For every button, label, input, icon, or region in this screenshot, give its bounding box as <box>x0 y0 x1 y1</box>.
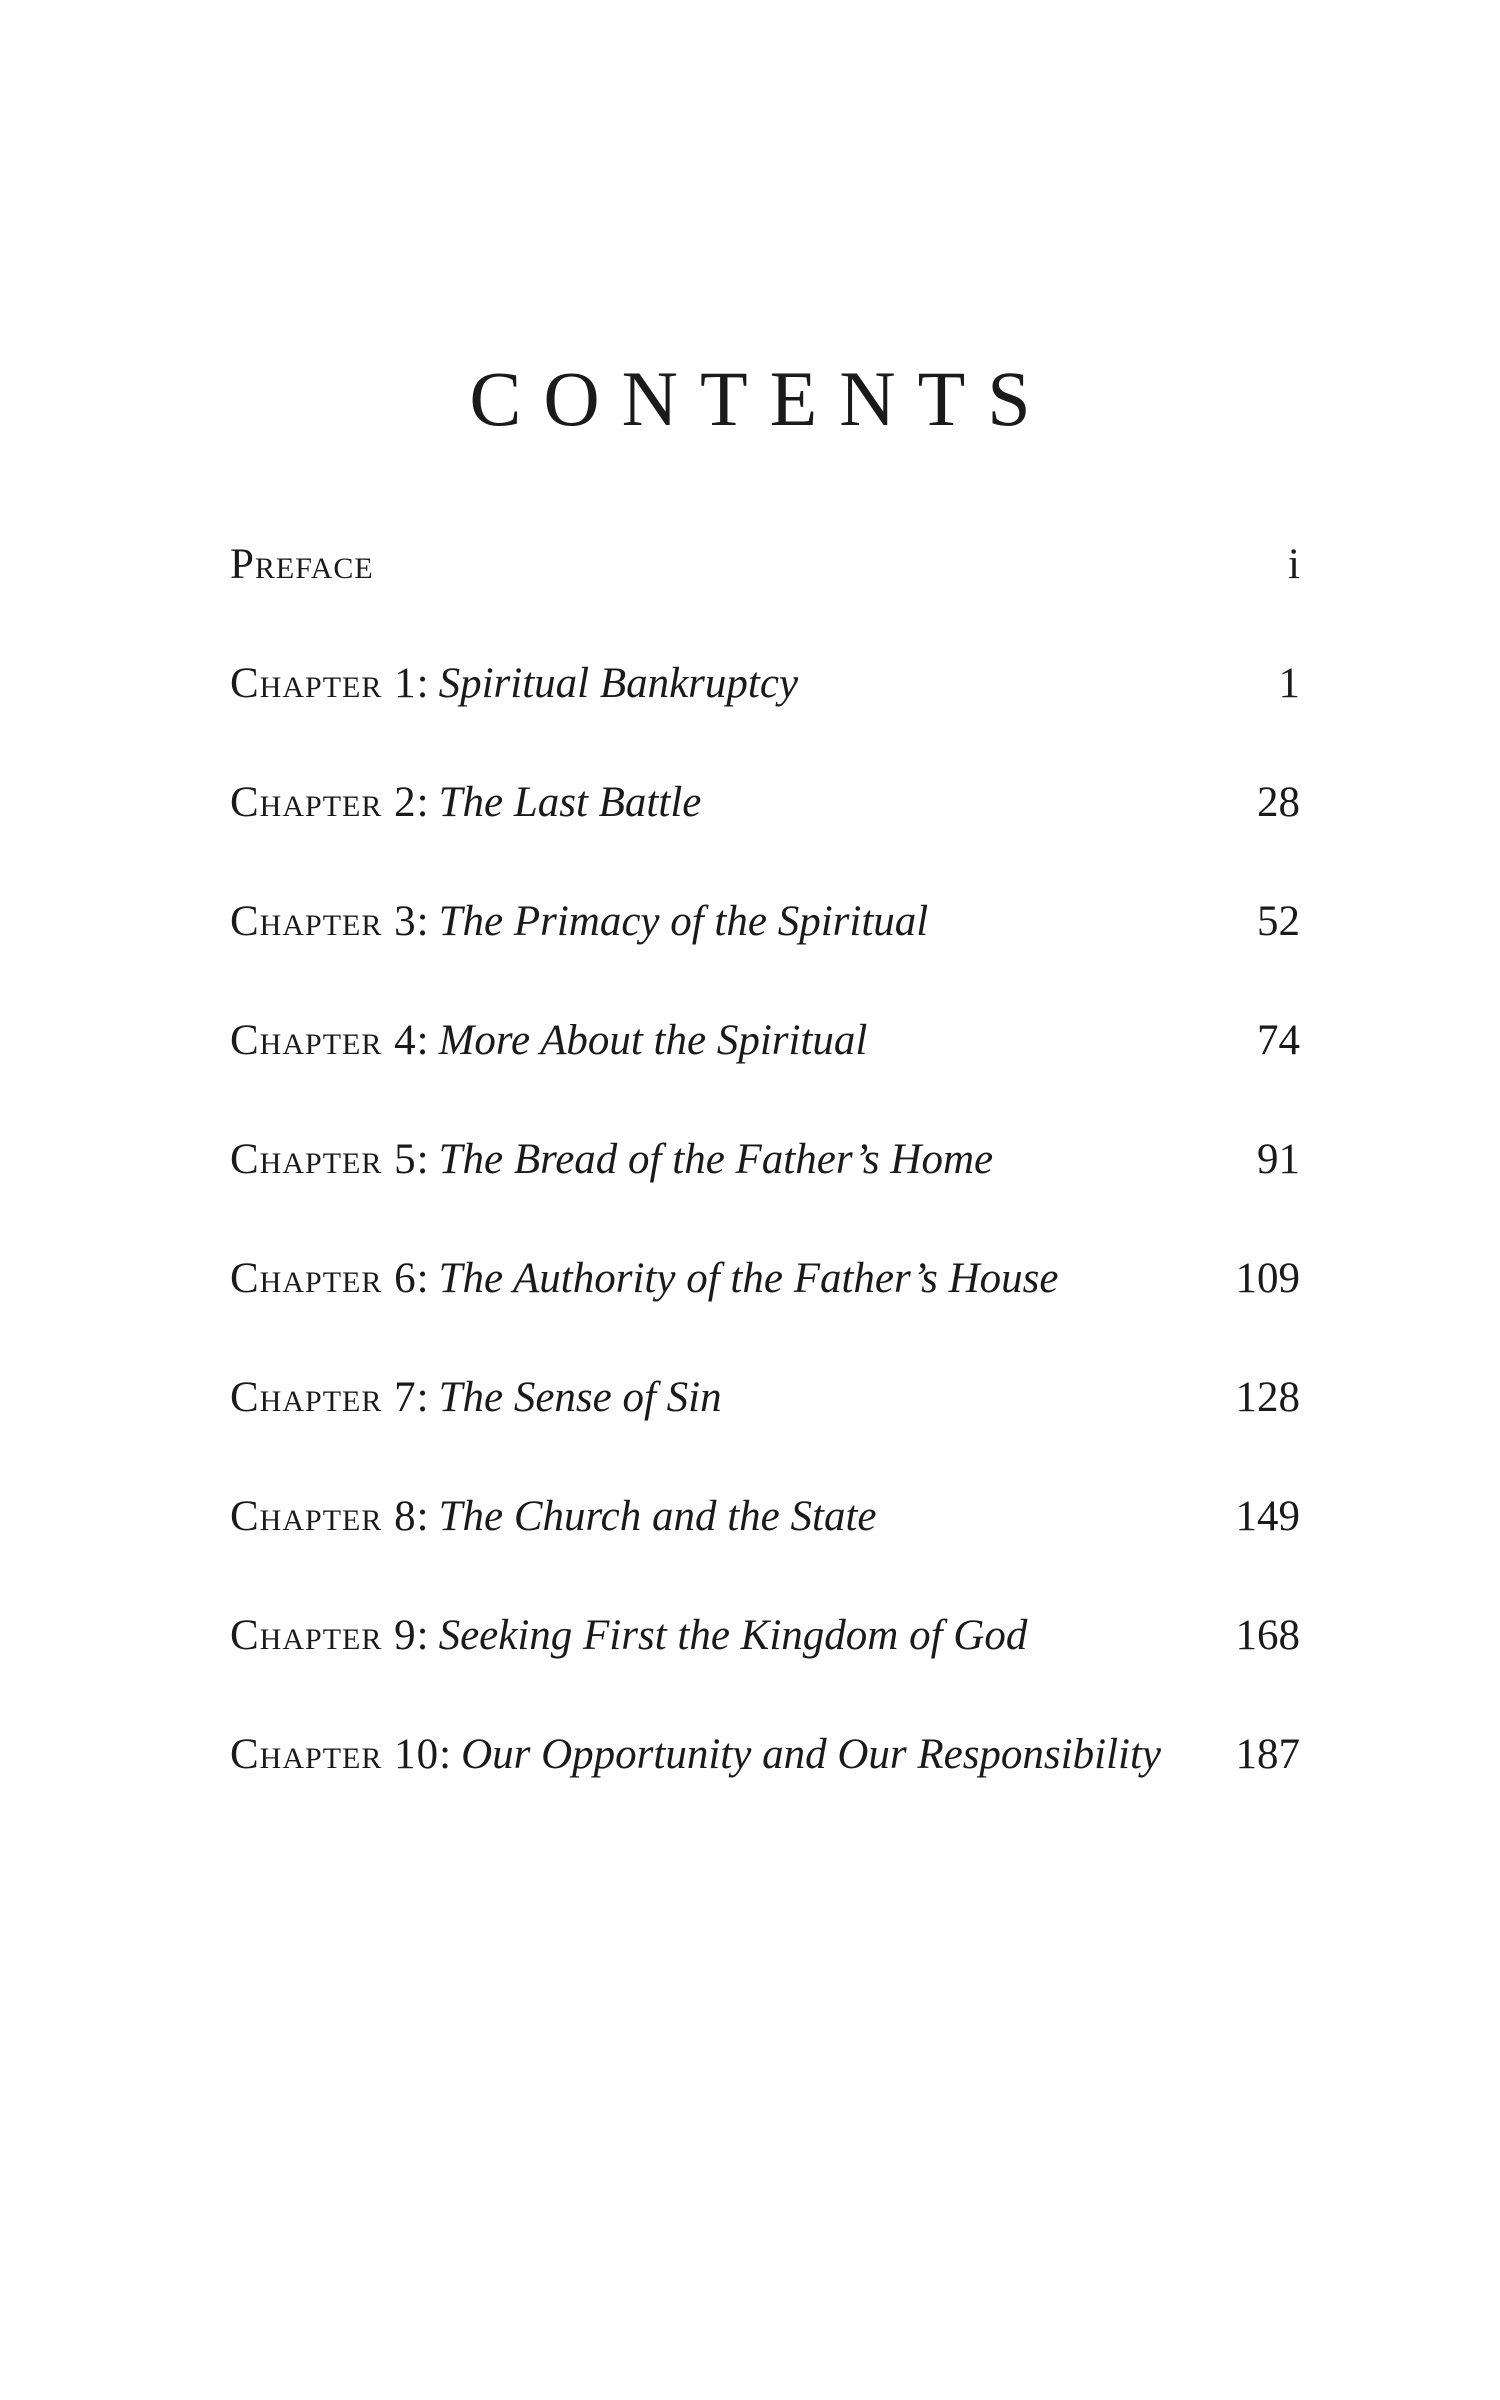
page-title: CONTENTS <box>469 355 1053 442</box>
toc-entry-chapter-4 <box>230 1006 1300 1125</box>
toc-entry-chapter-10 <box>230 1720 1300 1839</box>
entry-separator: : <box>416 1255 429 1302</box>
entry-label: Chapter 10 <box>230 1731 440 1778</box>
entry-title: The Primacy of the Spiritual <box>438 898 929 945</box>
entry-separator: : <box>416 1136 429 1183</box>
entry-separator: : <box>416 1017 429 1064</box>
page-number: 1 <box>1278 660 1300 707</box>
entry-title: Our Opportunity and Our Responsibility <box>461 1731 1161 1778</box>
entry-title: Seeking First the Kingdom of God <box>438 1612 1028 1659</box>
table-of-contents <box>230 530 1300 1839</box>
entry-label: Preface <box>230 541 374 588</box>
entry-separator: : <box>416 898 429 945</box>
entry-label: Chapter 5 <box>230 1136 417 1183</box>
toc-entry-chapter-7 <box>230 1363 1300 1482</box>
page-number: 52 <box>1257 898 1300 945</box>
entry-separator: : <box>416 1612 429 1659</box>
entry-label: Chapter 3 <box>230 898 417 945</box>
entry-label: Chapter 6 <box>230 1255 417 1302</box>
entry-separator: : <box>416 779 429 826</box>
entry-label: Chapter 7 <box>230 1374 417 1421</box>
entry-title: More About the Spiritual <box>438 1017 868 1064</box>
toc-entry-chapter-6 <box>230 1244 1300 1363</box>
toc-entry-chapter-5 <box>230 1125 1300 1244</box>
entry-separator: : <box>416 1493 429 1540</box>
toc-entry-chapter-2 <box>230 768 1300 887</box>
toc-entry-preface <box>230 530 1300 649</box>
page-number: 91 <box>1257 1136 1300 1183</box>
page-number: i <box>1288 541 1300 588</box>
page-number: 28 <box>1257 779 1300 826</box>
entry-label: Chapter 8 <box>230 1493 417 1540</box>
page-number: 109 <box>1235 1255 1300 1302</box>
entry-label: Chapter 2 <box>230 779 417 826</box>
page-number: 187 <box>1235 1731 1300 1778</box>
page-number: 74 <box>1257 1017 1300 1064</box>
toc-entry-chapter-9 <box>230 1601 1300 1720</box>
entry-separator: : <box>439 1731 452 1778</box>
entry-title: The Authority of the Father’s House <box>438 1255 1059 1302</box>
entry-title: The Church and the State <box>438 1493 877 1540</box>
entry-title: The Last Battle <box>438 779 702 826</box>
toc-entry-chapter-1 <box>230 649 1300 768</box>
entry-label: Chapter 9 <box>230 1612 417 1659</box>
toc-entry-chapter-3 <box>230 887 1300 1006</box>
entry-title: The Bread of the Father’s Home <box>438 1136 994 1183</box>
entry-separator: : <box>416 1374 429 1421</box>
entry-title: The Sense of Sin <box>438 1374 722 1421</box>
entry-separator: : <box>416 660 429 707</box>
page-number: 149 <box>1235 1493 1300 1540</box>
entry-label: Chapter 1 <box>230 660 417 707</box>
toc-entry-chapter-8 <box>230 1482 1300 1601</box>
entry-title: Spiritual Bankruptcy <box>438 660 799 707</box>
entry-label: Chapter 4 <box>230 1017 417 1064</box>
page-number: 168 <box>1235 1612 1300 1659</box>
page-number: 128 <box>1235 1374 1300 1421</box>
